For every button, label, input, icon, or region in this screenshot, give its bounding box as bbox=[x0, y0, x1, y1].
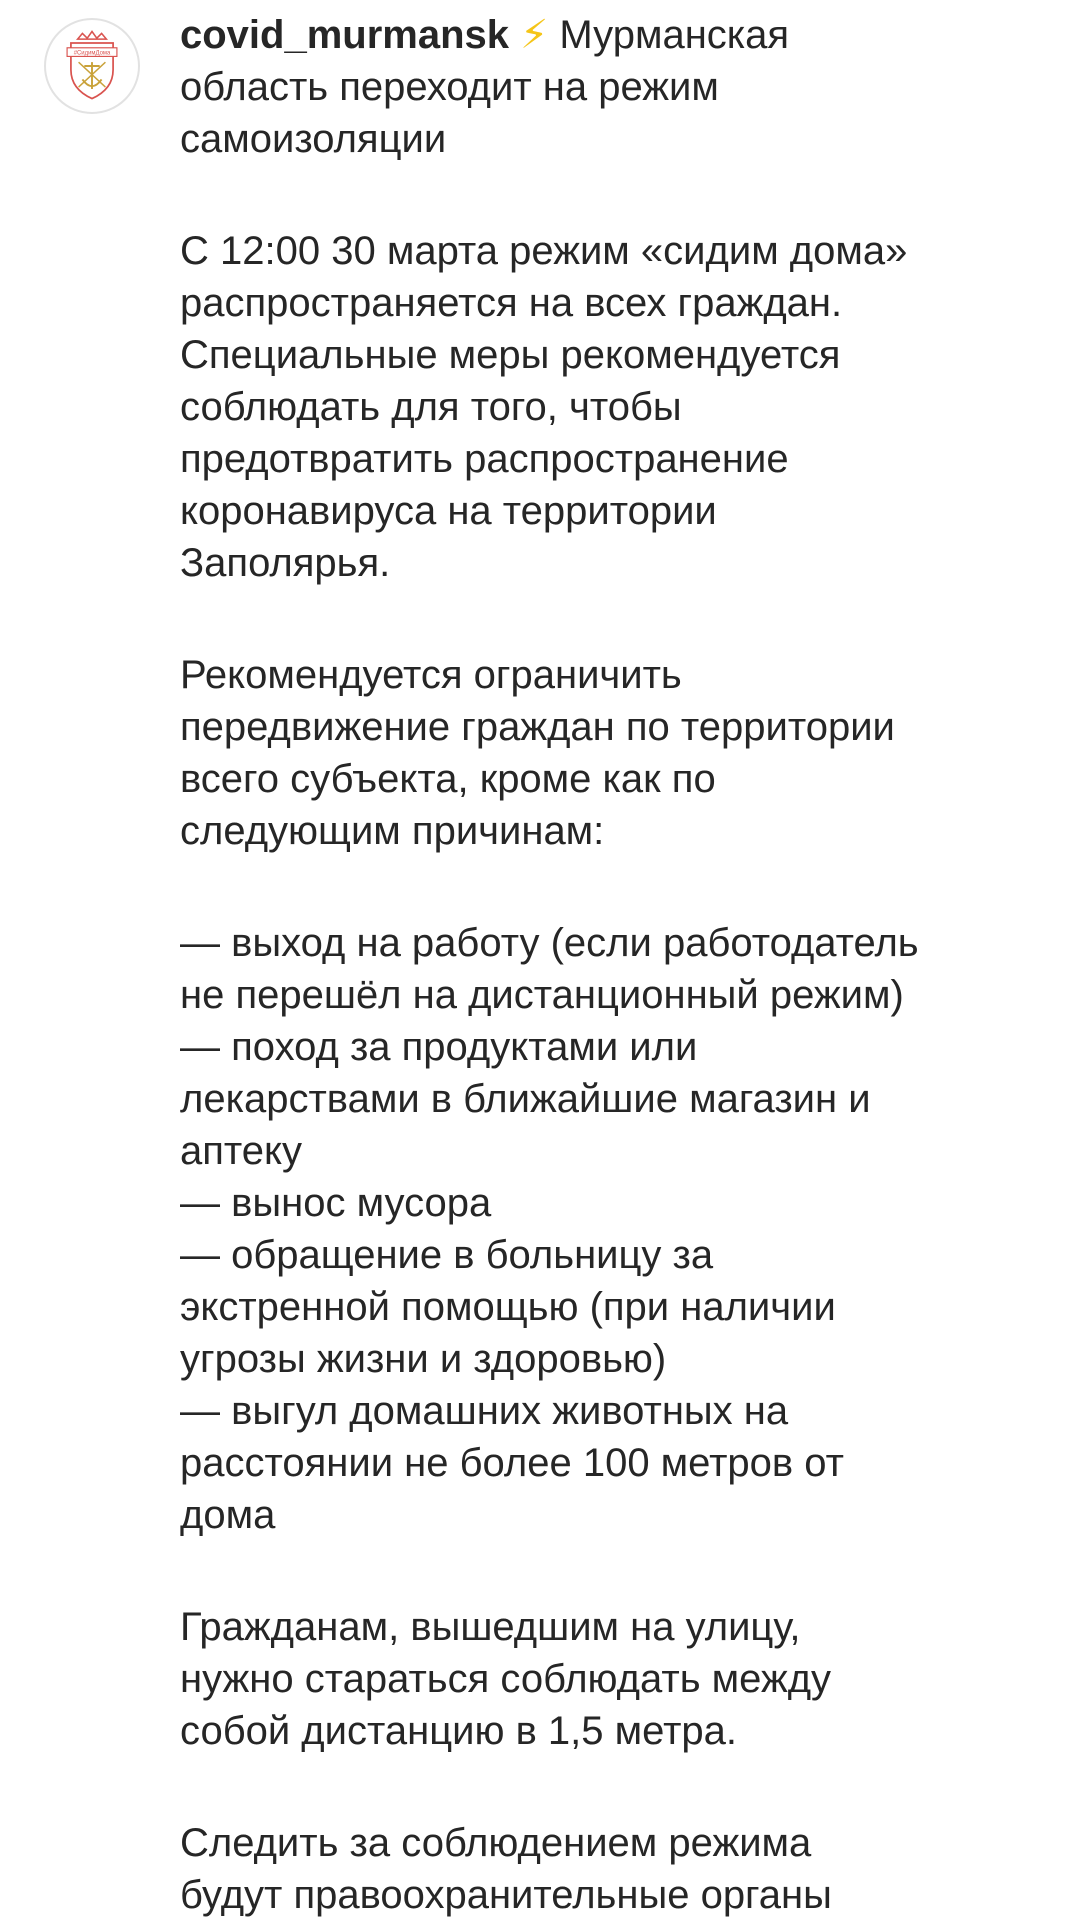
caption-paragraph-title: Мурманская область переходит на режим самоизоляции bbox=[180, 13, 790, 161]
caption-paragraph-reasons-list: — выход на работу (если работодатель не перешёл на дистанционный режим) — поход за продуктами или лекарствами в ближайшие магазин и аптеку — вынос мусора — обращение в больницу за экстренной помощью (при наличии угрозы жизни и здоровью) — выгул домашних животных на расстоянии не более 100 метров от дома bbox=[180, 921, 919, 1537]
caption-paragraph-distance: Гражданам, вышедшим на улицу, нужно стараться соблюдать между собой дистанцию в 1,5 метра. bbox=[180, 1605, 832, 1753]
paragraph-gap bbox=[180, 589, 1010, 649]
paragraph-gap bbox=[180, 1541, 1010, 1601]
murmansk-emblem-icon bbox=[46, 20, 138, 112]
lightning-emoji: ⚡ bbox=[520, 13, 549, 57]
paragraph-gap bbox=[180, 1757, 1010, 1817]
post-username[interactable]: covid_murmansk bbox=[180, 13, 510, 57]
post-caption bbox=[180, 9, 1010, 1921]
caption-paragraph-recommendation: Рекомендуется ограничить передвижение граждан по территории всего субъекта, кроме как по следующим причинам: bbox=[180, 653, 895, 853]
caption-paragraph-enforcement: Следить за соблюдением режима будут правоохранительные органы bbox=[180, 1821, 832, 1917]
caption-paragraph-intro: С 12:00 30 марта режим «сидим дома» распространяется на всех граждан. Специальные меры рекомендуется соблюдать для того, чтобы предотвратить распространение коронавируса на территории Заполярья. bbox=[180, 229, 908, 585]
paragraph-gap bbox=[180, 857, 1010, 917]
paragraph-gap bbox=[180, 165, 1010, 225]
profile-avatar[interactable] bbox=[44, 18, 140, 114]
avatar-banner-text: #СидимДома bbox=[73, 50, 111, 57]
